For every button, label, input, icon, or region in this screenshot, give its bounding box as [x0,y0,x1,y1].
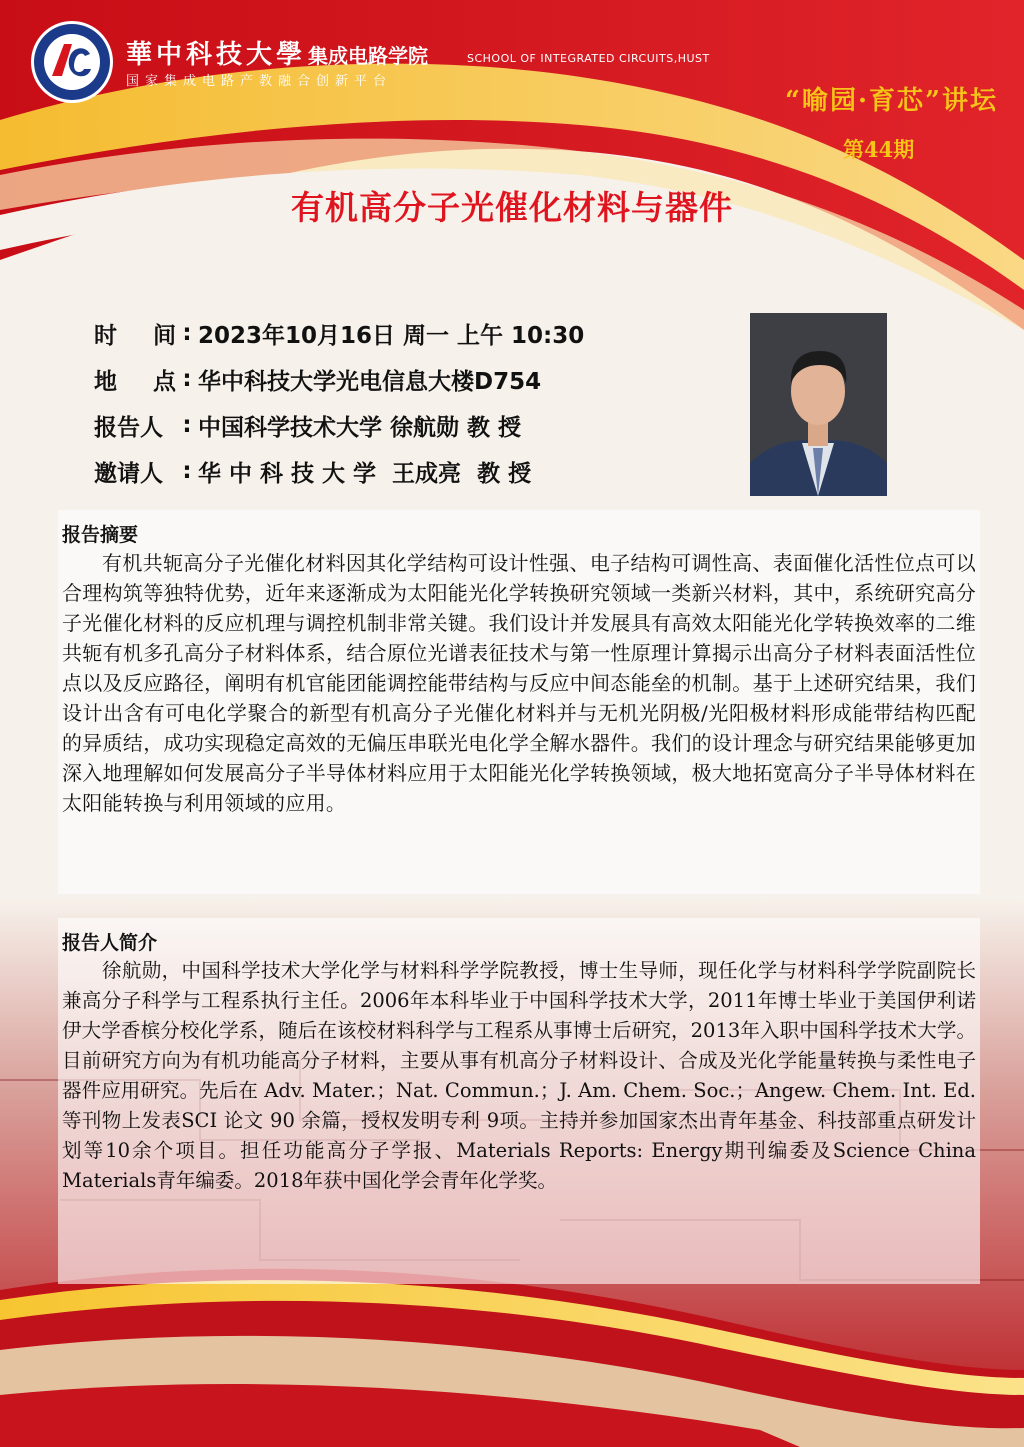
speaker-label: 报告人 [94,414,163,441]
platform-name: 国家集成电路产教融合创新平台 [126,74,393,89]
lecture-title: 有机高分子光催化材料与器件 [291,188,733,227]
school-name-en: SCHOOL OF INTEGRATED CIRCUITS,HUST [467,52,710,65]
host-value: 华 中 科 技 大 学 王成亮 教 授 [198,460,532,487]
time-label: 时 间 [94,322,176,349]
hust-ic-logo-icon [30,20,114,104]
info-time: 时 间 : 2023年10月16日 周一 上午 10:30 [94,310,584,356]
host-label: 邀请人 [94,460,163,487]
lecture-info [94,310,584,494]
bio-panel [58,918,980,1284]
bio-text: 徐航勋，中国科学技术大学化学与材料科学学院教授，博士生导师，现任化学与材料科学学院副院长兼高分子科学与工程系执行主任。2006年本科毕业于中国科学技术大学，2011年博士毕业于美国伊利诺伊大学香槟分校化学系，随后在该校材料科学与工程系从事博士后研究，2013年入职中国科学技术大学。目前研究方向为有机功能高分子材料，主要从事有机高分子材料设计、合成及光化学能量转换与柔性电子器件应用研究。先后在 Adv. Mater.；Nat. Commun.；J. Am. Chem. Soc.；Angew. Chem. Int. Ed.等刊物上发表SCI 论文 90 余篇，授权发明专利 9项。主持并参加国家杰出青年基金、科技部重点研发计划等10余个项目。担任功能高分子学报、Materials Reports: Energy期刊编委及Science China Materials青年编委。2018年获中国化学会青年化学奖。 [62,959,976,1192]
abstract-heading: 报告摘要 [62,524,139,546]
info-place: 地 点 : 华中科技大学光电信息大楼D754 [94,356,584,402]
time-value: 2023年10月16日 周一 上午 10:30 [198,322,585,349]
school-name-cn: 集成电路学院 [308,44,428,68]
info-speaker: 报告人 : 中国科学技术大学 徐航勋 教 授 [94,402,584,448]
university-name: 華中科技大學 [126,40,307,70]
place-value: 华中科技大学光电信息大楼D754 [198,368,542,395]
speaker-value: 中国科学技术大学 徐航勋 教 授 [198,414,522,441]
forum-name: “喻园·育芯”讲坛 [785,86,998,116]
place-label: 地 点 [94,368,176,395]
bio-heading: 报告人简介 [62,932,158,954]
abstract-text: 有机共轭高分子光催化材料因其化学结构可设计性强、电子结构可调性高、表面催化活性位点可以合理构筑等独特优势，近年来逐渐成为太阳能光化学转换研究领域一类新兴材料，其中，系统研究高分子光催化材料的反应机理与调控机制非常关键。我们设计并发展具有高效太阳能光化学转换效率的二维共轭有机多孔高分子材料体系，结合原位光谱表征技术与第一性原理计算揭示出高分子材料表面活性位点以及反应路径，阐明有机官能团能调控能带结构与反应中间态能垒的机制。基于上述研究结果，我们设计出含有可电化学聚合的新型有机高分子光催化材料并与无机光阴极/光阳极材料形成能带结构匹配的异质结，成功实现稳定高效的无偏压串联光电化学全解水器件。我们的设计理念与研究结果能够更加深入地理解如何发展高分子半导体材料应用于太阳能光化学转换领域，极大地拓宽高分子半导体材料在太阳能转换与利用领域的应用。 [62,551,976,815]
speaker-portrait-icon [750,313,887,496]
issue-number: 第44期 [843,137,915,162]
abstract-panel [58,510,980,894]
info-host: 邀请人 : 华 中 科 技 大 学 王成亮 教 授 [94,448,584,494]
